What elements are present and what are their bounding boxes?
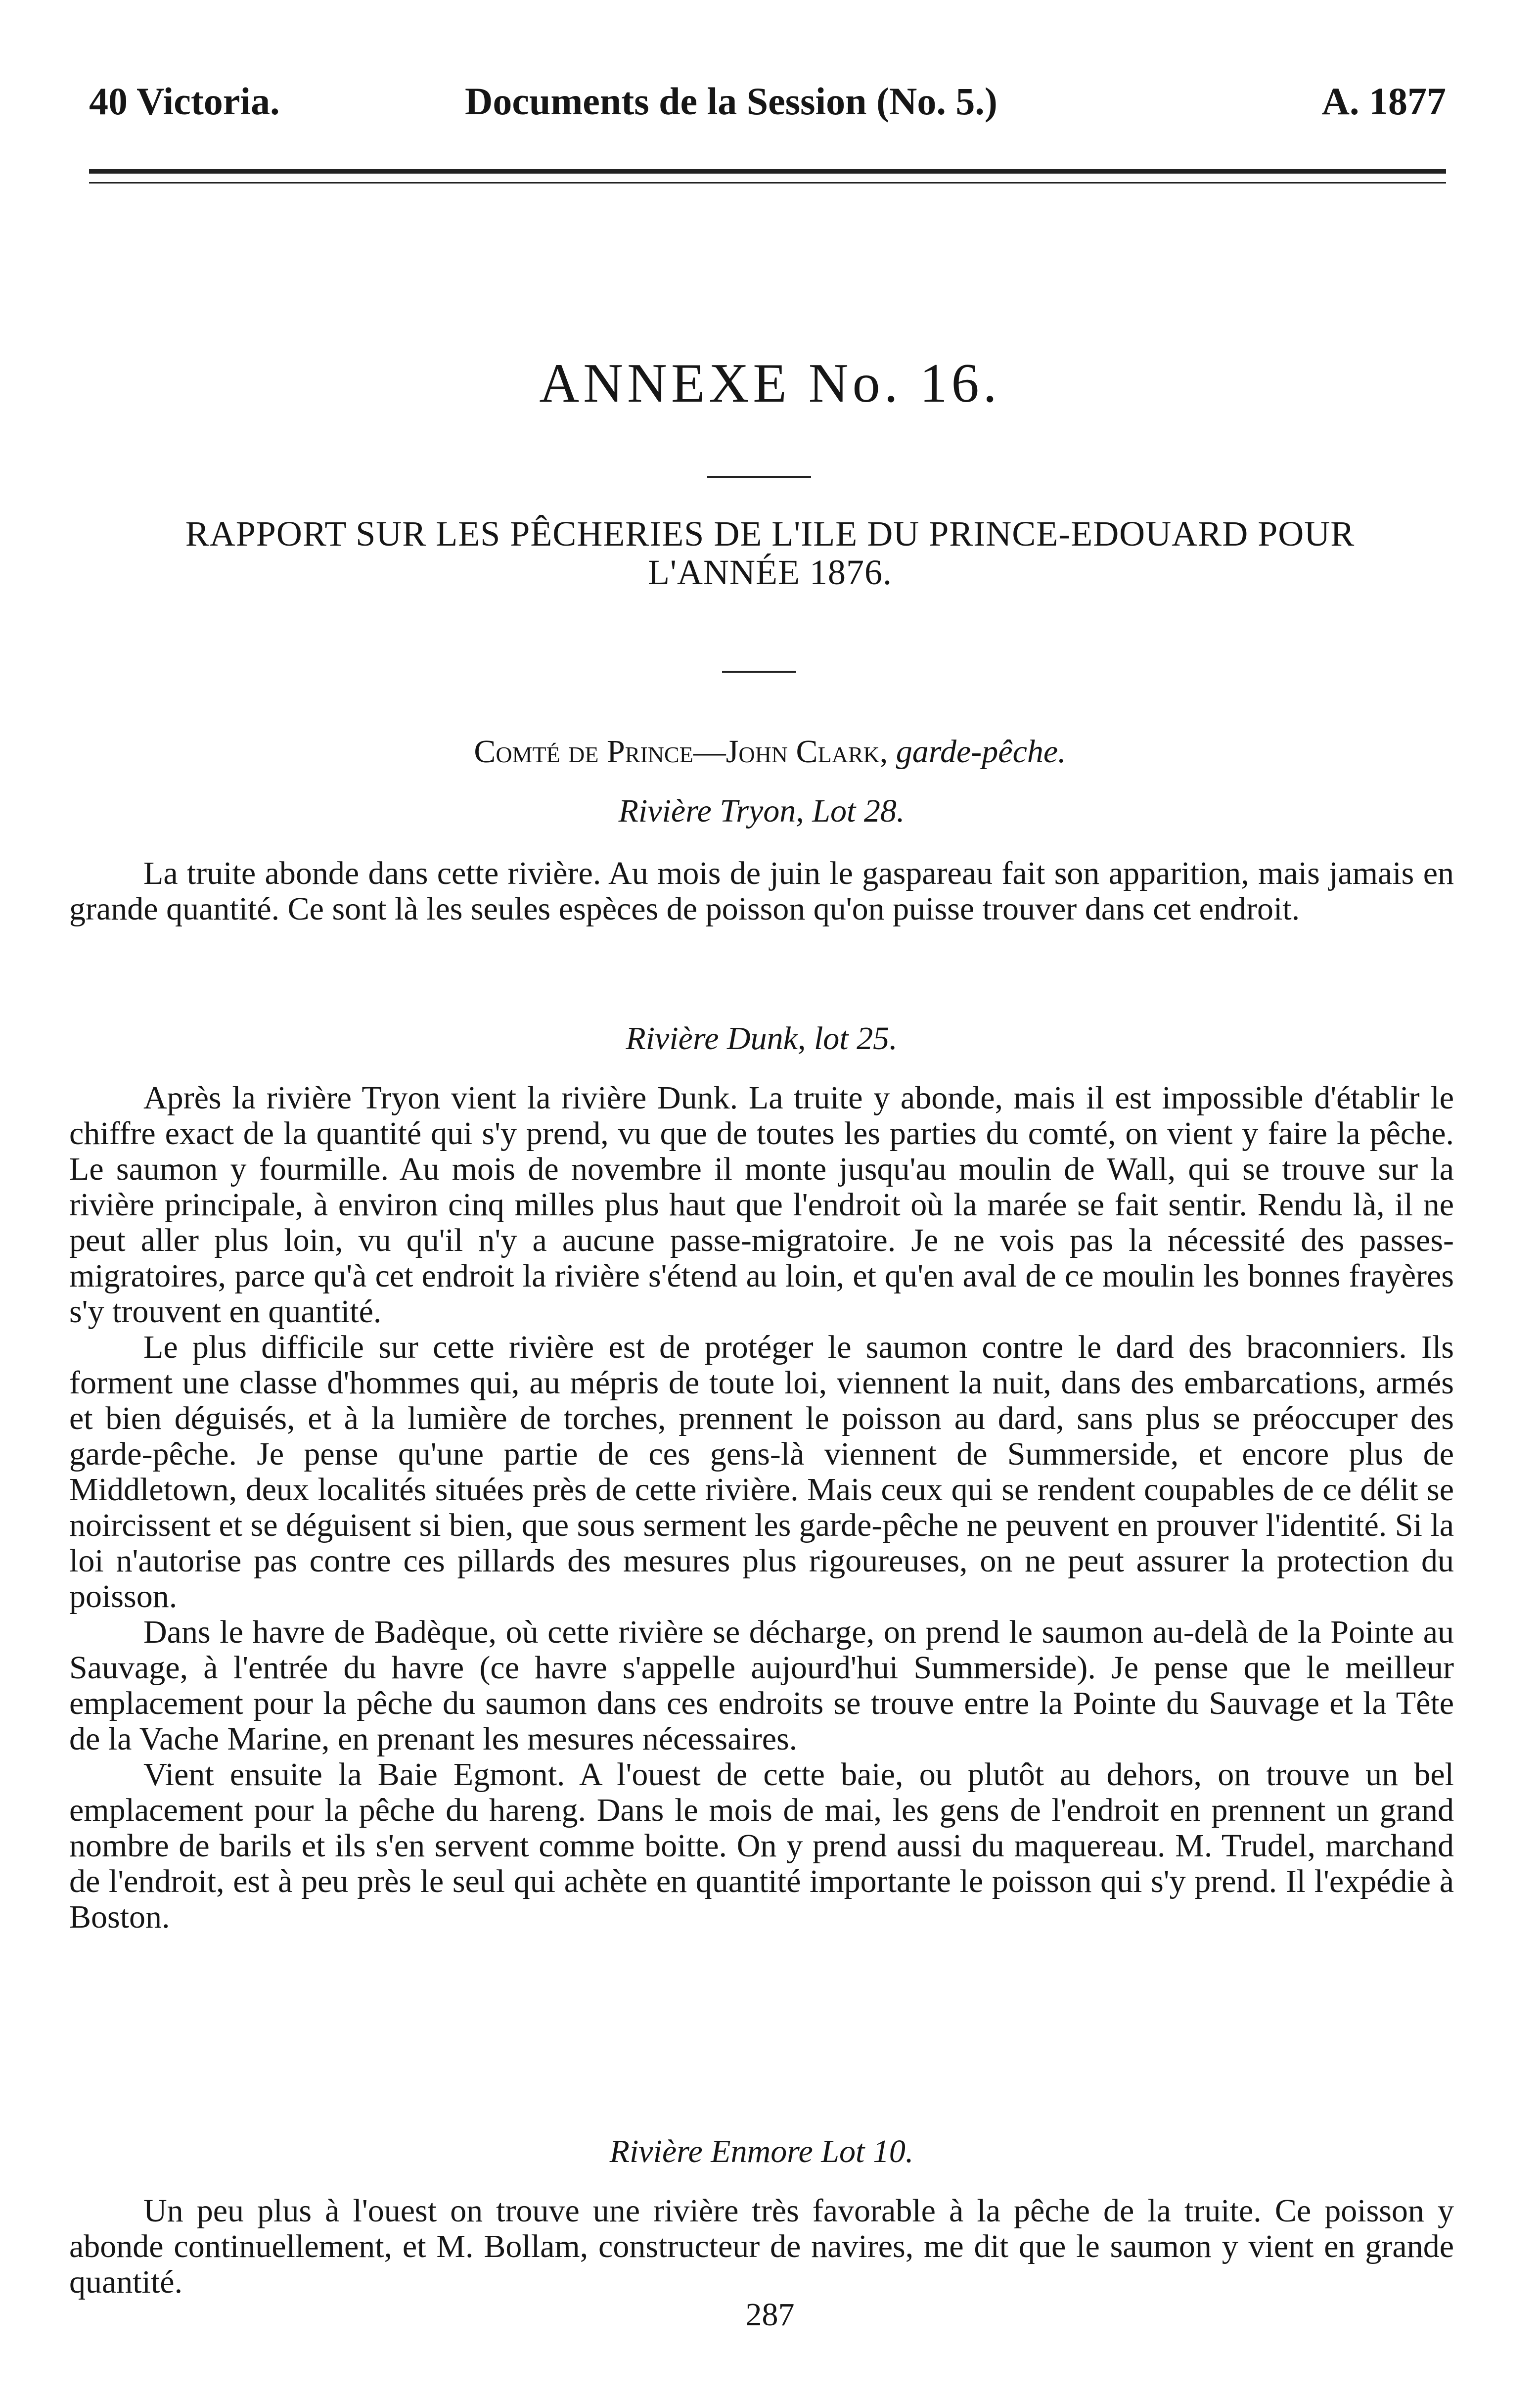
annex-title: ANNEXE No. 16. xyxy=(539,353,1001,414)
county-line xyxy=(0,732,1540,772)
section-dunk xyxy=(69,1019,1454,1935)
paragraph: Dans le havre de Badèque, où cette rivière se décharge, on prend le saumon au-delà de la Pointe au Sauvage, à l'entrée du havre (ce havre s'appelle aujourd'hui Summerside). Je pense que le meilleur emplacement pour la pêche du saumon dans ces endroits se trouve entre la Pointe du Sauvage et la Tête de la Vache Marine, en prenant les mesures nécessaires. xyxy=(69,1614,1454,1757)
page-number: 287 xyxy=(745,2297,795,2333)
report-title-line-1: RAPPORT SUR LES PÊCHERIES DE L'ILE DU PRINCE-EDOUARD POUR xyxy=(185,514,1355,554)
section-enmore xyxy=(69,2132,1454,2300)
paragraph: La truite abonde dans cette rivière. Au mois de juin le gaspareau fait son apparition, mais jamais en grande quantité. Ce sont là les seules espèces de poisson qu'on puisse trouver dans cet endroit. xyxy=(69,855,1454,927)
title-divider-2 xyxy=(722,671,796,673)
paragraph: Après la rivière Tryon vient la rivière Dunk. La truite y abonde, mais il est impossible d'établir le chiffre exact de la quantité qui s'y prend, vu que de toutes les parties du comté, on vient y faire la pêche. Le saumon y fourmille. Au mois de novembre il monte jusqu'au moulin de Wall, qui se trouve sur la rivière principale, à environ cinq milles plus haut que l'endroit où la marée se fait sentir. Rendu là, il ne peut aller plus loin, vu qu'il n'y a aucune passe-migratoire. Je ne vois pas la nécessité des passes-migratoires, parce qu'à cet endroit la rivière s'étend au loin, et qu'en aval de ce moulin les bonnes frayères s'y trouvent en quantité. xyxy=(69,1080,1454,1330)
header-rule-thick xyxy=(89,169,1446,174)
section-tryon xyxy=(69,791,1454,927)
running-head-left: 40 Victoria. xyxy=(89,80,280,123)
running-head-right: A. 1877 xyxy=(1321,80,1446,123)
paragraph: Le plus difficile sur cette rivière est de protéger le saumon contre le dard des braconniers. Ils forment une classe d'hommes qui, au mépris de toute loi, viennent la nuit, dans des embarcations, armés et bien déguisés, et à la lumière de torches, prennent le poisson au dard, sans plus se préoccuper des garde-pêche. Je pense qu'une partie de ces gens-là viennent de Summerside, et encore plus de Middletown, deux localités situées près de cette rivière. Mais ceux qui se rendent coupables de ce délit se noircissent et se déguisent si bien, que sous serment les garde-pêche ne peuvent en prouver l'identité. Si la loi n'autorise pas contre ces pillards des mesures plus rigoureuses, on ne peut assurer la protection du poisson. xyxy=(69,1329,1454,1615)
running-head xyxy=(89,74,1446,129)
paragraph: Un peu plus à l'ouest on trouve une rivière très favorable à la pêche de la truite. Ce poisson y abonde continuellement, et M. Bollam, constructeur de navires, me dit que le saumon y vient en grande quantité. xyxy=(69,2193,1454,2300)
section-heading: Rivière Tryon, Lot 28. xyxy=(618,793,905,829)
section-heading: Rivière Dunk, lot 25. xyxy=(626,1020,898,1057)
section-heading: Rivière Enmore Lot 10. xyxy=(609,2133,914,2169)
paragraph: Vient ensuite la Baie Egmont. A l'ouest de cette baie, ou plutôt au dehors, on trouve un bel emplacement pour la pêche du hareng. Dans le mois de mai, les gens de l'endroit en prennent un grand nombre de barils et ils s'en servent comme boitte. On y prend aussi du maquereau. M. Trudel, marchand de l'endroit, est à peu près le seul qui achète en quantité importante le poisson qui s'y prend. Il l'expédie à Boston. xyxy=(69,1756,1454,1935)
keeper-name: John Clark, xyxy=(725,734,888,770)
header-rule-thin xyxy=(89,182,1446,184)
report-title xyxy=(74,514,1466,592)
report-title-line-2: L'ANNÉE 1876. xyxy=(648,553,892,592)
title-divider-1 xyxy=(707,476,811,478)
county-name: Comté de Prince xyxy=(474,734,693,770)
county-dash: — xyxy=(693,734,726,770)
running-head-center: Documents de la Session (No. 5.) xyxy=(465,80,997,123)
keeper-role: garde-pêche. xyxy=(896,734,1066,770)
